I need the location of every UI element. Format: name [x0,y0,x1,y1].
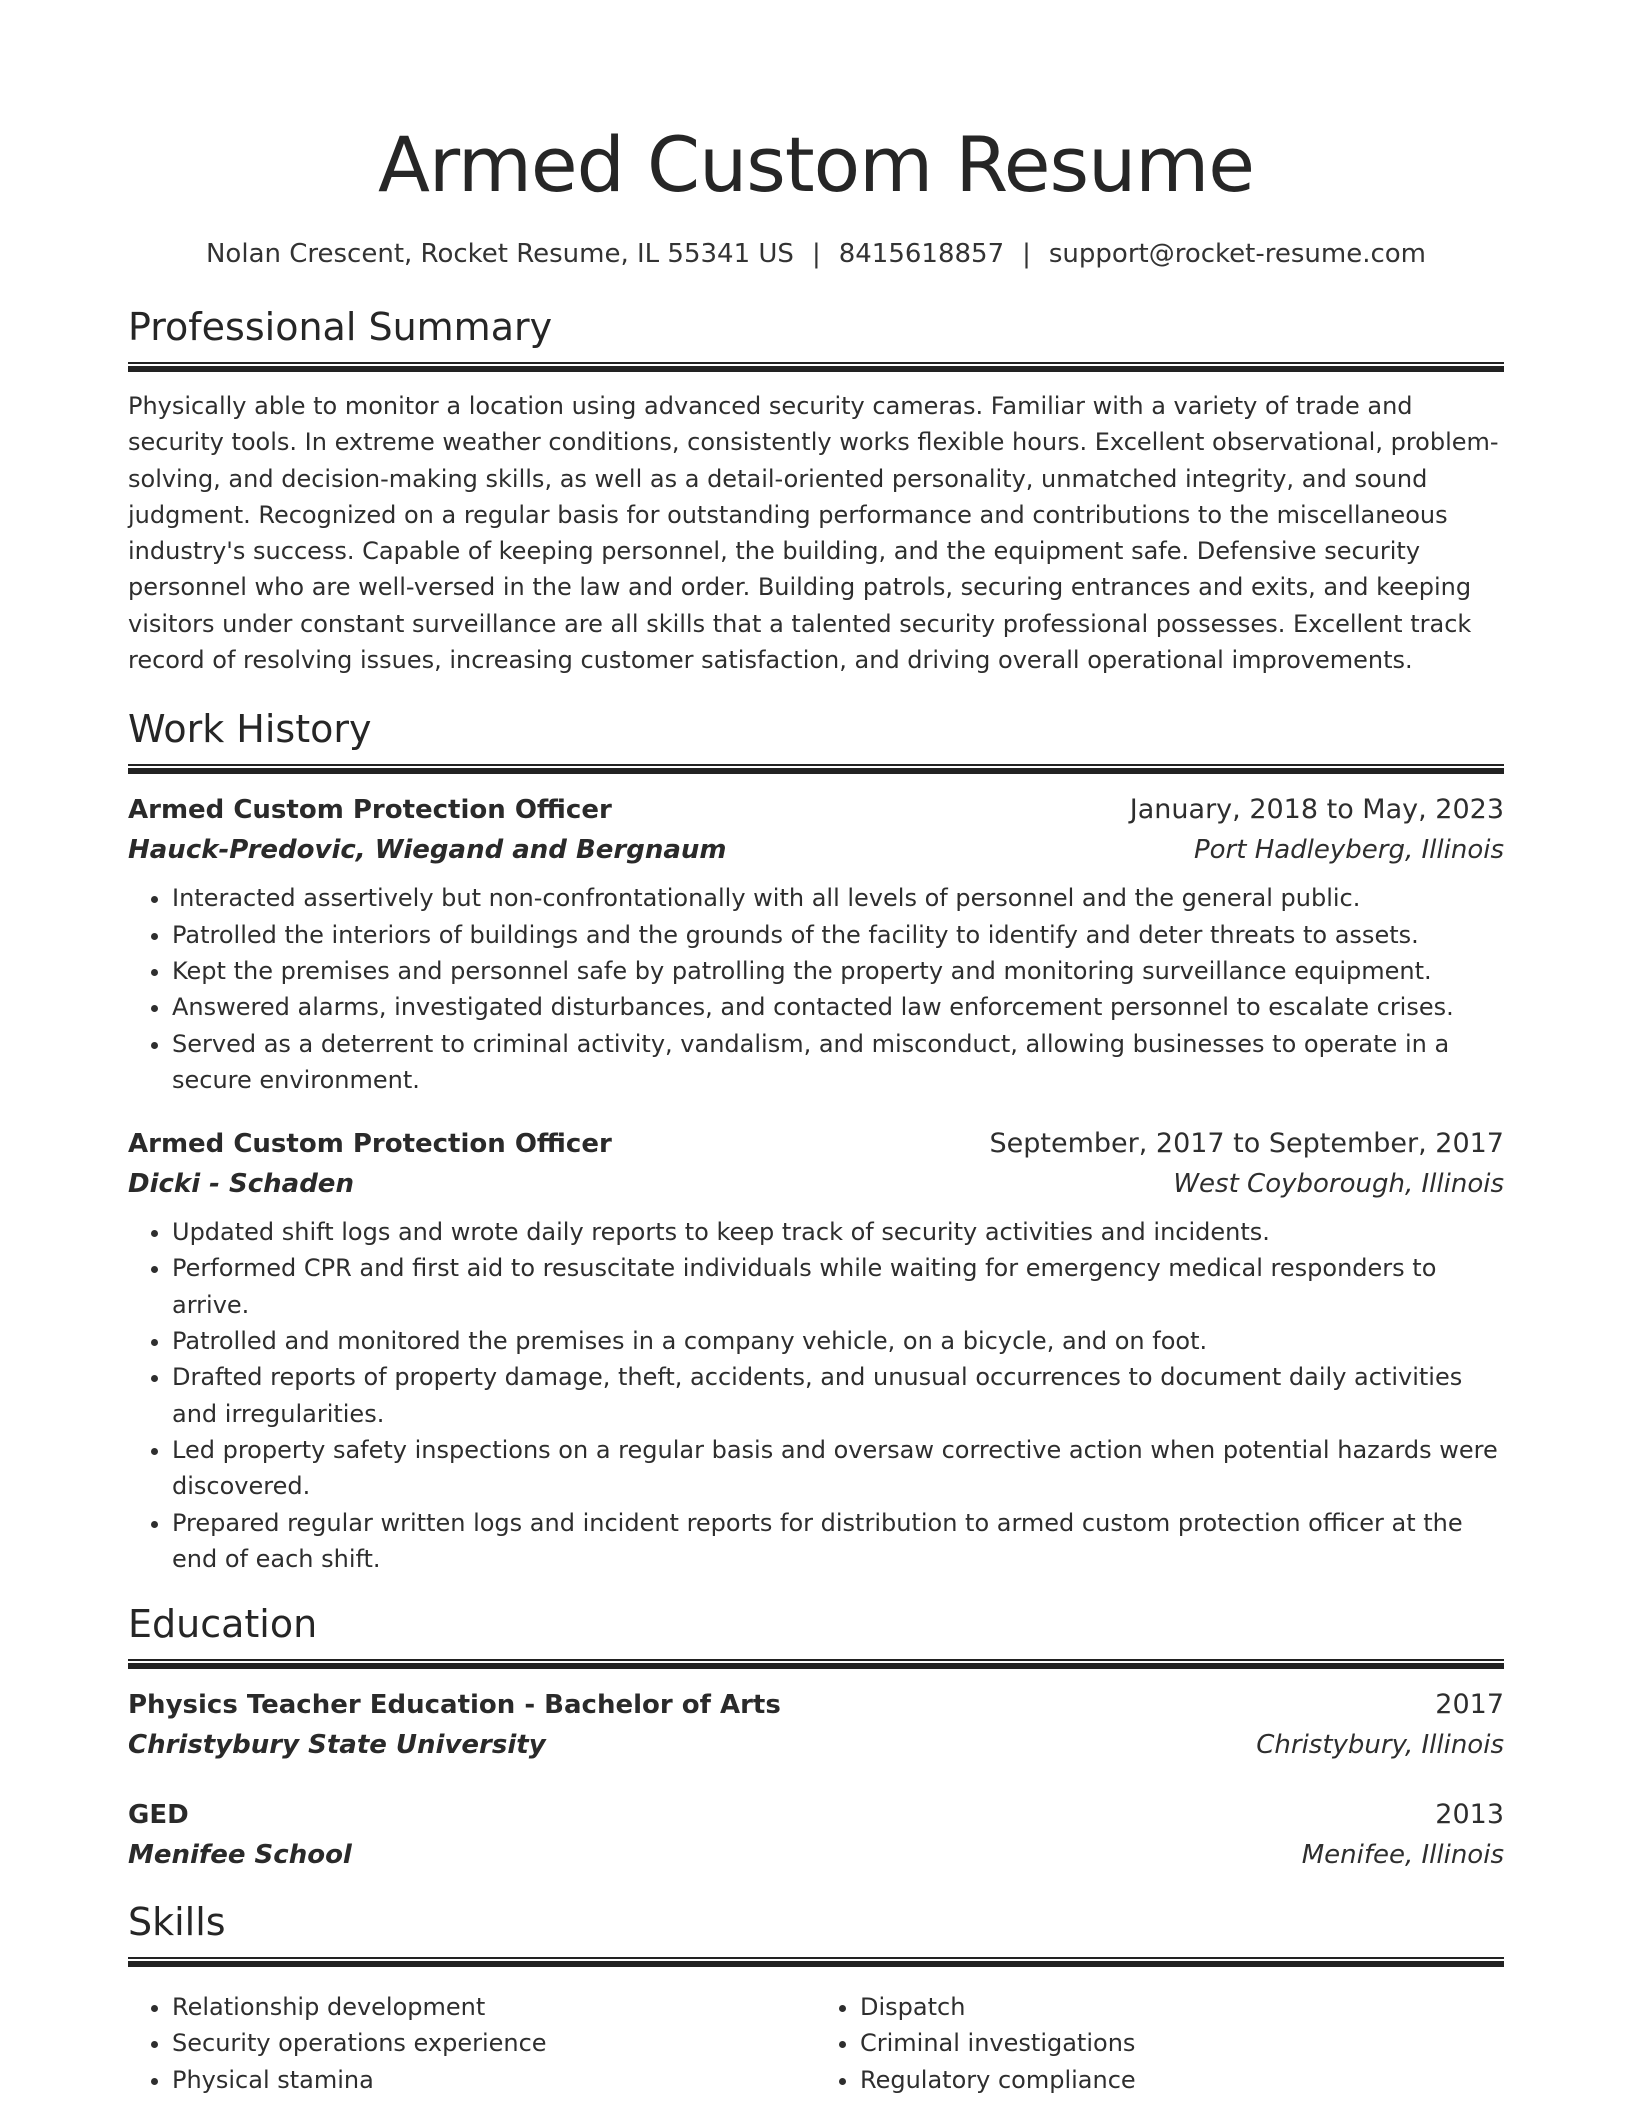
contact-address: Nolan Crescent, Rocket Resume, IL 55341 US [205,239,794,269]
education-section [128,1599,1504,1875]
education-degree: Physics Teacher Education - Bachelor of Arts [128,1690,781,1721]
job-title: Armed Custom Protection Officer [128,795,612,826]
job-header [128,1124,1504,1164]
list-item: • Updated shift logs and wrote daily reports to keep track of security activities and incidents. [172,1214,1504,1250]
section-title-work: Work History [128,707,372,752]
education-entry [128,1795,1504,1875]
education-subheader [128,1725,1504,1765]
contact-line [128,236,1504,272]
section-title-summary: Professional Summary [128,305,553,349]
job-location: West Coyborough, Illinois [1173,1169,1504,1200]
section-divider [128,1659,1504,1669]
list-item: • Patrolled the interiors of buildings and the grounds of the facility to identify and deter threats to assets. [172,917,1504,953]
list-item: • Criminal investigations [860,2025,1504,2061]
education-entry [128,1685,1504,1765]
section-divider [128,362,1504,372]
summary-section [128,302,1504,678]
list-item: • Led property safety inspections on a regular basis and oversaw corrective action when potential hazards were discovered. [172,1432,1504,1505]
skills-list-left [128,1989,816,2098]
section-divider [128,1957,1504,1967]
education-school: Menifee School [128,1840,352,1871]
job-dates: September, 2017 to September, 2017 [989,1128,1504,1160]
list-item: • Relationship development [172,1989,816,2025]
job-bullets [128,880,1504,1098]
list-item: • Kept the premises and personnel safe by patrolling the property and monitoring surveillance equipment. [172,953,1504,989]
work-section [128,704,1504,1577]
job-employer: Dicki - Schaden [128,1169,354,1200]
education-header [128,1795,1504,1835]
list-item: • Answered alarms, investigated disturbances, and contacted law enforcement personnel to escalate crises. [172,989,1504,1025]
contact-phone: 8415618857 [838,239,1005,269]
list-item: • Prepared regular written logs and incident reports for distribution to armed custom protection officer at the end of each shift. [172,1505,1504,1578]
list-item: • Served as a deterrent to criminal activity, vandalism, and misconduct, allowing businesses to operate in a secure environment. [172,1026,1504,1099]
list-item: • Regulatory compliance [860,2062,1504,2098]
education-year: 2017 [1435,1689,1504,1721]
job-subheader [128,830,1504,870]
skills-columns [128,1983,1504,2098]
list-item: • Security operations experience [172,2025,816,2061]
list-item: • Performed CPR and first aid to resuscitate individuals while waiting for emergency medical responders to arrive. [172,1250,1504,1323]
resume-content [128,110,1504,2098]
job-entry [128,790,1504,1098]
skills-section [128,1897,1504,2098]
list-item: • Drafted reports of property damage, theft, accidents, and unusual occurrences to document daily activities and irregularities. [172,1359,1504,1432]
job-location: Port Hadleyberg, Illinois [1193,835,1504,866]
list-item: • Physical stamina [172,2062,816,2098]
education-subheader [128,1835,1504,1875]
job-employer: Hauck-Predovic, Wiegand and Bergnaum [128,835,727,866]
skills-list-right [816,1989,1504,2098]
contact-separator: | [811,239,821,269]
job-bullets [128,1214,1504,1577]
list-item: • Interacted assertively but non-confrontationally with all levels of personnel and the general public. [172,880,1504,916]
summary-text: Physically able to monitor a location using advanced security cameras. Familiar with a variety of trade and security tools. In extreme weather conditions, consistently works flexible hours. Excellent observational, problem-solving, and decision-making skills, as well as a detail-oriented personality, unmatched integrity, and sound judgment. Recognized on a regular basis for outstanding performance and contributions to the miscellaneous industry's success. Capable of keeping personnel, the building, and the equipment safe. Defensive security personnel who are well-versed in the law and order. Building patrols, securing entrances and exits, and keeping visitors under constant surveillance are all skills that a talented security professional possesses. Excellent track record of resolving issues, increasing customer satisfaction, and driving overall operational improvements. [128,392,1499,675]
section-title-education: Education [128,1602,318,1647]
list-item: • Patrolled and monitored the premises in a company vehicle, on a bicycle, and on foot. [172,1323,1504,1359]
resume-title: Armed Custom Resume [377,120,1255,209]
job-title: Armed Custom Protection Officer [128,1129,612,1160]
job-header [128,790,1504,830]
education-year: 2013 [1435,1799,1504,1831]
job-subheader [128,1164,1504,1204]
section-divider [128,764,1504,774]
contact-email: support@rocket-resume.com [1048,239,1426,269]
education-location: Christybury, Illinois [1256,1730,1504,1761]
education-school: Christybury State University [128,1730,546,1761]
education-degree: GED [128,1800,189,1831]
list-item: • Dispatch [860,1989,1504,2025]
contact-separator: | [1022,239,1031,269]
job-entry [128,1124,1504,1577]
job-dates: January, 2018 to May, 2023 [1129,794,1504,826]
education-header [128,1685,1504,1725]
section-title-skills: Skills [128,1900,226,1945]
education-location: Menifee, Illinois [1301,1840,1504,1871]
